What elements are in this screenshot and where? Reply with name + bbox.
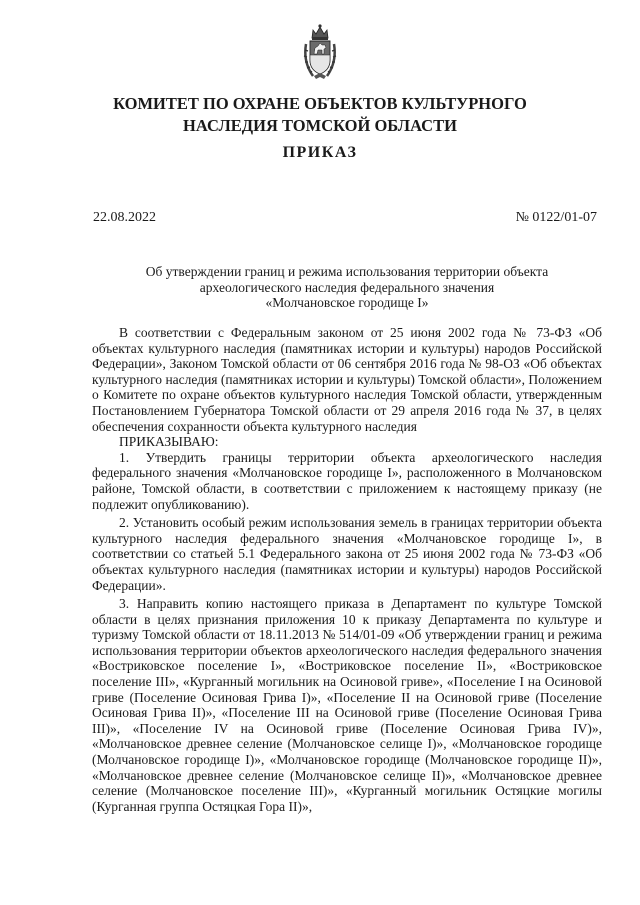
document-subject <box>92 264 602 311</box>
tomsk-oblast-coat-of-arms-icon <box>302 22 338 80</box>
subject-line-2: археологического наследия федерального значения <box>199 279 495 295</box>
document-date: 22.08.2022 <box>93 210 156 225</box>
order-item-3: 3. Направить копию настоящего приказа в Департамент по культуре Томской области в целях признания приложения 10 к приказу Департамента по культуре и туризму Томской области от 18.11.2013 № 514/01-09 «Об утверждении границ и режима использования территории объектов археологического наследия федерального значения «Востриковское поселение I», «Востриковское поселение II», «Востриковское поселение III», «Курганный могильник на Осиновой гриве», «Поселение I на Осиновой гриве (Поселение Осиновая Грива I)», «Поселение II на Осиновой гриве (Поселение Осиновая Грива II)», «Поселение III на Осиновой гриве (Поселение Осиновая Грива III)», «Поселение IV на Осиновой гриве (Поселение Осиновая Грива IV)», «Молчановское древнее селение (Молчановское селище I)», «Молчановское городище (Молчановское городище I)», «Молчановское городище (Молчановское городище II)», «Молчановское древнее селение (Молчановское селище II)», «Молчановское древнее селение (Молчановское поселение III)», «Курганный могильник Остяцкие могилы (Курганная группа Остяцкая Гора II)», <box>92 596 602 814</box>
subject-line-3: «Молчановское городище I» <box>265 295 429 311</box>
subject-line-1: Об утверждении границ и режима использования территории объекта <box>145 264 549 279</box>
order-item-1: 1. Утвердить границы территории объекта археологического наследия федерального значения «Молчановское городище I», расположенного в Молчановском районе, Томской области, в соответствии с приложением к настоящему приказу (не подлежит опубликованию). <box>92 449 602 512</box>
command-heading: ПРИКАЗЫВАЮ: <box>119 434 219 450</box>
organization-name-line-2: НАСЛЕДИЯ ТОМСКОЙ ОБЛАСТИ <box>183 116 457 135</box>
document-body <box>92 325 602 814</box>
document-type-title: ПРИКАЗ <box>282 144 358 161</box>
order-item-2: 2. Установить особый режим использования земель в границах территории объекта культурного наследия федерального значения «Молчановское городище I», в соответствии со статьей 5.1 Федерального закона от 25 июня 2002 года № 73-ФЗ «Об объектах культурного наследия (памятниках истории и культуры) народов Российской Федерации». <box>92 515 602 593</box>
organization-name-line-1: КОМИТЕТ ПО ОХРАНЕ ОБЪЕКТОВ КУЛЬТУРНОГО <box>113 94 527 113</box>
organization-name <box>0 93 640 137</box>
preamble-paragraph: В соответствии с Федеральным законом от 25 июня 2002 года № 73-ФЗ «Об объектах культурного наследия (памятниках истории и культуры) народов Российской Федерации», Законом Томской области от 06 сентября 2016 года № 98-ОЗ «Об объектах культурного наследия (памятниках истории и культуры) Томской области», Положением о Комитете по охране объектов культурного наследия Томской области, утвержденным Постановлением Губернатора Томской области от 29 апреля 2016 года № 37, в целях обеспечения сохранности объекта культурного наследия <box>92 325 602 434</box>
document-number: № 0122/01-07 <box>515 210 597 225</box>
